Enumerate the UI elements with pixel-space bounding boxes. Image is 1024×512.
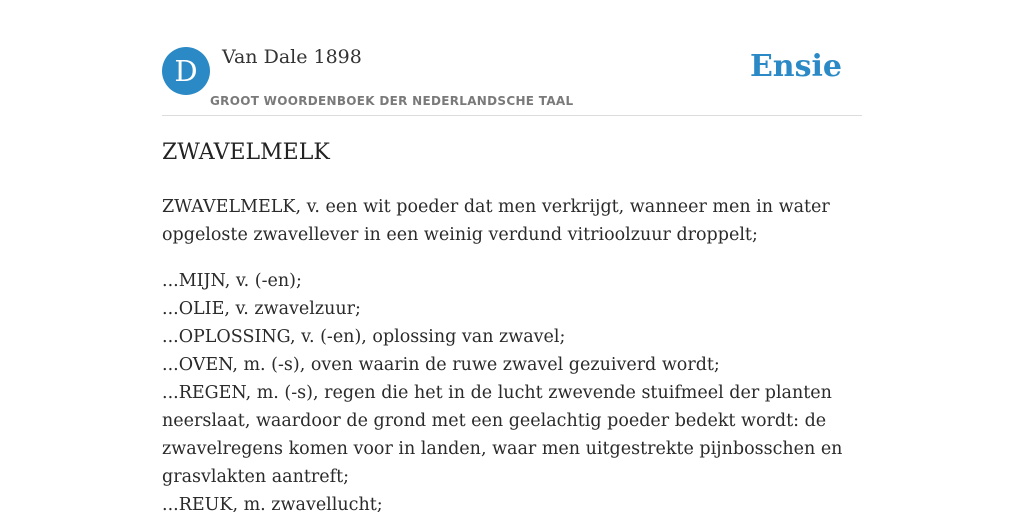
dictionary-subtitle: GROOT WOORDENBOEK DER NEDERLANDSCHE TAAL [210,94,574,108]
site-header [162,46,862,116]
list-item: ...REUK, m. zwavellucht; [162,495,383,512]
list-item: ...OPLOSSING, v. (-en), oplossing van zwavel; [162,327,566,347]
header-divider [162,115,862,116]
entry-sublist [162,267,852,512]
entry-definition: ZWAVELMELK, v. een wit poeder dat men verkrijgt, wanneer men in water opgeloste zwavellever in een weinig verdund vitrioolzuur droppelt; [162,197,830,245]
entry-content [162,193,852,512]
list-item: ...OLIE, v. zwavelzuur; [162,299,361,319]
list-item: ...REGEN, m. (-s), regen die het in de lucht zwevende stuifmeel der planten neerslaat, waardoor de grond met een geelachtig poeder bedekt wordt: de zwavelregens komen voor in landen, waar men uitgestrekte pijnbosschen en grasvlakten aantreft; [162,383,843,487]
dictionary-title[interactable]: Van Dale 1898 [222,46,362,68]
list-item: ...MIJN, v. (-en); [162,271,302,291]
entry-title: ZWAVELMELK [162,140,330,165]
brand-logo[interactable]: Ensie [749,49,842,84]
list-item: ...OVEN, m. (-s), oven waarin de ruwe zwavel gezuiverd wordt; [162,355,720,375]
dictionary-logo[interactable]: D [162,47,210,95]
